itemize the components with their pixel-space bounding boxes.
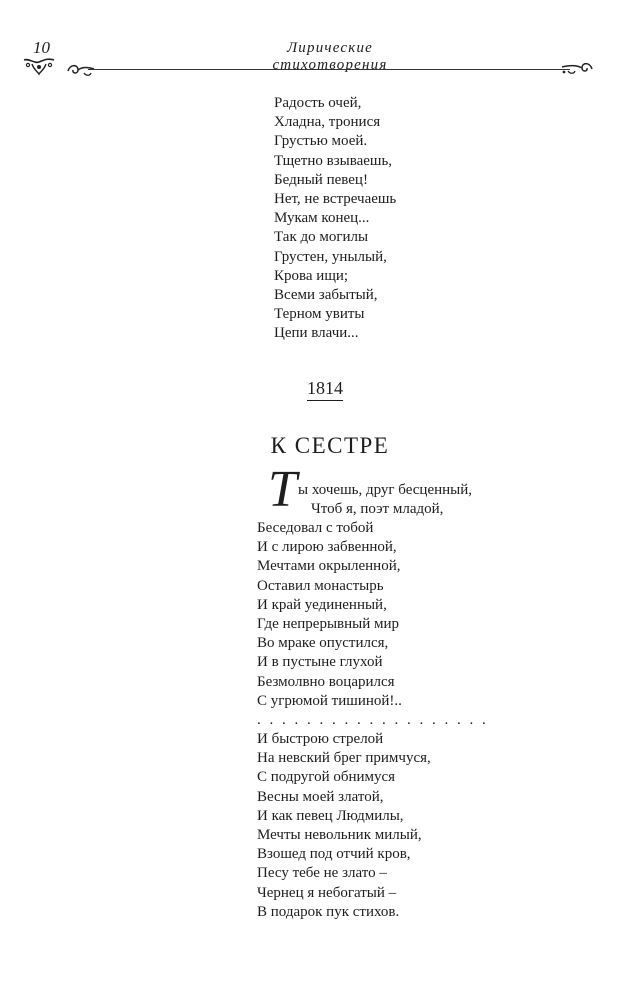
header-rule — [88, 69, 570, 70]
verse-line: Бедный певец! — [274, 171, 368, 188]
verse-line: И край уединенный, — [257, 596, 387, 613]
verse-line: И в пустыне глухой — [257, 654, 383, 671]
drop-cap: Т — [268, 461, 297, 518]
verse-line: ы хочешь, друг бесценный, — [298, 482, 473, 498]
page-number: 10 — [33, 38, 50, 57]
running-header — [0, 36, 629, 86]
verse-line: Весны моей златой, — [257, 788, 384, 805]
verse-line: Крова ищи; — [274, 267, 349, 284]
verse-line: И как певец Людмилы, — [257, 807, 404, 824]
verse-line: Мукам конец... — [274, 210, 370, 227]
verse-line: С угрюмой тишиной!.. — [257, 692, 402, 709]
verse-line: Оставил монастырь — [257, 577, 384, 594]
verse-line: Тщетно взываешь, — [274, 152, 393, 169]
poem-1-stanza — [274, 94, 396, 343]
left-flourish-icon — [22, 56, 56, 76]
verse-line: Во мраке опустился, — [257, 635, 389, 652]
verse-line: Грустью моей. — [274, 133, 368, 150]
poem-2-body — [257, 519, 488, 922]
verse-line: Терном увиты — [274, 306, 365, 323]
verse-line: Грустен, унылый, — [274, 248, 387, 265]
verse-line: И с лирою забвенной, — [257, 539, 397, 556]
verse-line: С подругой обнимуся — [257, 769, 396, 786]
poem-title: К СЕСТРЕ — [270, 433, 390, 458]
verse-line: Мечтами окрыленной, — [257, 558, 401, 575]
verse-line: Хладна, тронися — [274, 114, 381, 131]
verse-line: На невский брег примчуся, — [257, 750, 431, 767]
verse-line: Нет, не встречаешь — [274, 190, 397, 207]
verse-line: Радость очей, — [274, 95, 362, 111]
poem-2-opening — [298, 481, 472, 519]
ellipsis-line: . . . . . . . . . . . . . . . . . . . — [257, 711, 489, 728]
verse-line: Так до могилы — [274, 229, 369, 246]
verse-line: Где непрерывный мир — [257, 615, 400, 632]
right-scroll-ornament-icon — [560, 59, 594, 77]
verse-line: Беседовал с тобой — [257, 520, 374, 536]
verse-line: Безмолвно воцарился — [257, 673, 395, 690]
verse-line: В подарок пук стихов. — [257, 903, 400, 920]
verse-line: Мечты невольник милый, — [257, 827, 422, 843]
verse-line: Чернец я небогатый – — [257, 884, 397, 901]
verse-line: Песу тебе не злато – — [257, 865, 387, 882]
verse-line: Всеми забытый, — [274, 286, 378, 303]
verse-line: И быстрою стрелой — [257, 731, 384, 748]
poem-year: 1814 — [307, 378, 343, 398]
verse-line: Цепи влачи... — [274, 325, 359, 342]
verse-line: Чтоб я, поэт младой, — [311, 501, 444, 518]
verse-line: Взошед под отчий кров, — [257, 846, 411, 863]
running-title: Лирические стихотворения — [272, 40, 388, 73]
